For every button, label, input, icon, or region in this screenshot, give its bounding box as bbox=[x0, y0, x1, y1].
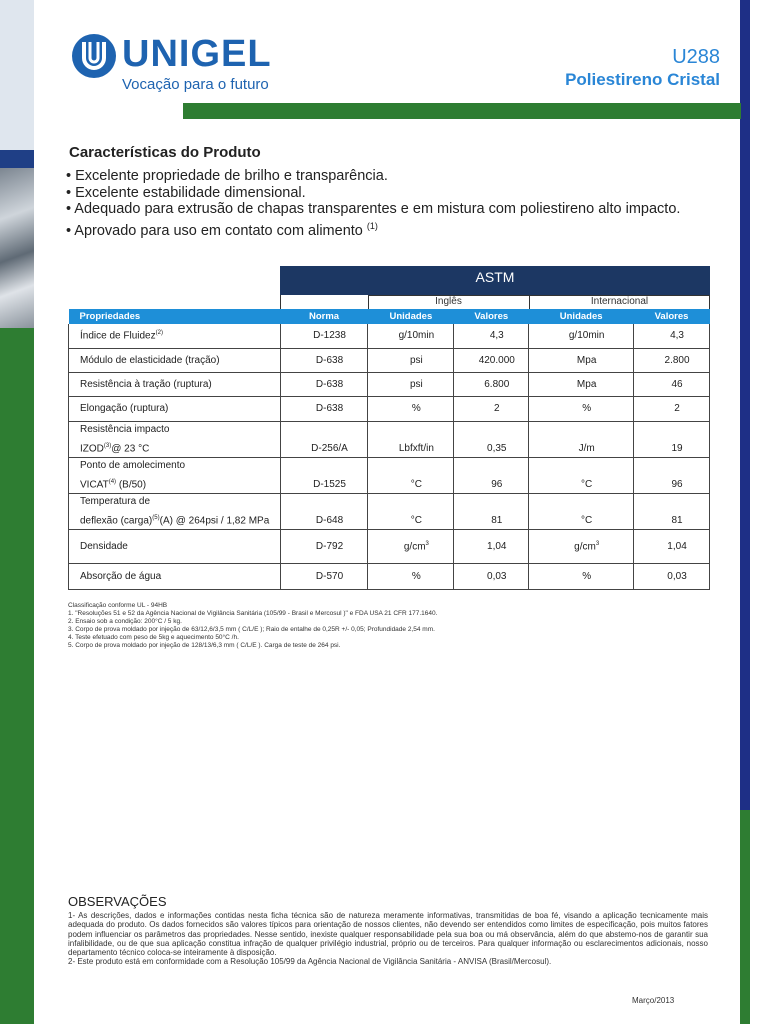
value-cell: 46 bbox=[634, 372, 710, 396]
value-cell: 1,04 bbox=[634, 530, 710, 564]
norma-cell: D-638 bbox=[280, 396, 368, 421]
col-header: Unidades bbox=[529, 309, 634, 324]
unit-cell: $g/cm^3$ bbox=[529, 530, 634, 564]
left-decorative-strip bbox=[0, 0, 34, 1024]
right-strip-green bbox=[740, 810, 750, 1024]
table-row bbox=[69, 564, 710, 590]
unigel-logo bbox=[70, 30, 280, 100]
norma-cell: D-256/A bbox=[280, 421, 368, 457]
table-row bbox=[69, 494, 710, 530]
footnote: 2. Ensaio sob a condição: 200°C / 5 kg. bbox=[68, 618, 182, 625]
unit-cell: Mpa bbox=[529, 348, 634, 372]
norma-cell: D-570 bbox=[280, 564, 368, 590]
table-header-row bbox=[69, 309, 710, 324]
value-cell: 19 bbox=[634, 421, 710, 457]
footnote: Classificação conforme UL - 94HB bbox=[68, 602, 168, 609]
footnote: 5. Corpo de prova moldado por injeção de 128/13/6,3 mm ( C/L/E ). Carga de teste de 264 psi. bbox=[68, 642, 341, 649]
norma-cell: D-792 bbox=[280, 530, 368, 564]
table-row bbox=[69, 421, 710, 457]
footnote: 1. "Resoluções 51 e 52 da Agência Nacional de Vigilância Sanitária (105/99 - Brasil e Mercosul )" e FDA USA 21 CFR 177.1640. bbox=[68, 610, 438, 617]
property-cell: Absorção de água bbox=[69, 564, 281, 590]
document-date: Março/2013 bbox=[632, 996, 675, 1005]
characteristic-item: • Excelente propriedade de brilho e transparência. bbox=[66, 168, 388, 184]
property-cell: Módulo de elasticidade (tração) bbox=[69, 348, 281, 372]
value-cell: 0,35 bbox=[454, 421, 529, 457]
left-strip-blue bbox=[0, 150, 34, 168]
col-header: Propriedades bbox=[69, 309, 281, 324]
table-footnotes bbox=[68, 602, 708, 650]
norma-cell: D-1525 bbox=[280, 457, 368, 493]
logo-wordmark: UNIGEL bbox=[122, 33, 272, 75]
footnote: 3. Corpo de prova moldado por injeção de 63/12,6/3,5 mm ( C/L/E ); Raio de entalhe de 0,25R +/- 0,05; Profundidade 2,54 mm. bbox=[68, 626, 435, 633]
unit-cell: g/10min bbox=[368, 324, 454, 348]
property-cell: Elongação (ruptura) bbox=[69, 396, 281, 421]
characteristics-list bbox=[66, 168, 680, 239]
norma-cell: D-638 bbox=[280, 348, 368, 372]
unit-cell: % bbox=[529, 564, 634, 590]
group-english: Inglês bbox=[435, 296, 462, 307]
unit-cell: g/10min bbox=[529, 324, 634, 348]
value-cell: 2.800 bbox=[634, 348, 710, 372]
header-divider-bar bbox=[183, 103, 741, 119]
unit-cell: psi bbox=[368, 372, 454, 396]
unit-cell: % bbox=[368, 564, 454, 590]
unit-cell: °C bbox=[529, 457, 634, 493]
right-margin bbox=[750, 0, 768, 1024]
value-cell: 81 bbox=[634, 494, 710, 530]
product-code: U288 bbox=[672, 46, 720, 68]
properties-table bbox=[68, 309, 710, 590]
property-cell: Densidade bbox=[69, 530, 281, 564]
property-cell: Temperatura de deflexão (carga)$^{(5)}$(A) @ 264psi / 1,82 MPa bbox=[69, 494, 281, 530]
unit-cell: $g/cm^3$ bbox=[368, 530, 454, 564]
table-row bbox=[69, 396, 710, 421]
value-cell: 81 bbox=[454, 494, 529, 530]
table-row bbox=[69, 372, 710, 396]
table-row bbox=[69, 348, 710, 372]
norma-cell: D-638 bbox=[280, 372, 368, 396]
left-strip-photo bbox=[0, 168, 34, 328]
col-header: Valores bbox=[454, 309, 529, 324]
col-header: Unidades bbox=[368, 309, 454, 324]
left-strip-light bbox=[0, 0, 34, 150]
unit-cell: Lbfxft/in bbox=[368, 421, 454, 457]
table-row bbox=[69, 324, 710, 348]
characteristic-item: • Excelente estabilidade dimensional. bbox=[66, 184, 306, 201]
product-name: Poliestireno Cristal bbox=[565, 70, 720, 89]
property-cell: Resistência à tração (ruptura) bbox=[69, 372, 281, 396]
unit-cell: °C bbox=[529, 494, 634, 530]
unit-cell: °C bbox=[368, 457, 454, 493]
table-row bbox=[69, 457, 710, 493]
unit-cell: °C bbox=[368, 494, 454, 530]
characteristics-title: Características do Produto bbox=[69, 144, 261, 161]
group-international: Internacional bbox=[590, 296, 649, 307]
astm-header: ASTM bbox=[280, 266, 710, 295]
footnote: 4. Teste efetuado com peso de 5kg e aquecimento 50°C /h. bbox=[68, 634, 239, 641]
value-cell: 96 bbox=[634, 457, 710, 493]
value-cell: 6.800 bbox=[454, 372, 529, 396]
observation-item: 1- As descrições, dados e informações contidas nesta ficha técnica são de natureza meramente informativas, transmitidas de boa fé, visando a aplicação tecnicamente mais adequada do produto. Os dados fornecidos são valores típicos para orientação de nossos clientes, não devendo ser entendidos como limites de especificação, pois muitos fatores podem influenciar os parâmetros das propriedades. Nesse sentido, inexiste qualquer responsabilidade pela sua boa ou má observância, além do que abstemo-nos de garantir sua infalibilidade, ou de que sua aplicação constitua infração de qualquer privilégio industrial, próprio ou de terceiros. Para qualquer informação ou esclarecimentos adicionais, nosso departamento técnico coloca-se inteiramente à disposição. bbox=[68, 911, 708, 958]
unit-cell: J/m bbox=[529, 421, 634, 457]
unit-cell: Mpa bbox=[529, 372, 634, 396]
right-strip-blue bbox=[740, 0, 750, 810]
value-cell: 2 bbox=[454, 396, 529, 421]
property-cell: Resistência impacto IZOD$^{(3)}$@ 23 °C bbox=[69, 421, 281, 457]
value-cell: 0,03 bbox=[454, 564, 529, 590]
observations-title: OBSERVAÇÕES bbox=[68, 894, 167, 909]
unit-cell: % bbox=[529, 396, 634, 421]
unit-cell: % bbox=[368, 396, 454, 421]
product-header bbox=[565, 46, 720, 90]
observations-text bbox=[68, 911, 708, 967]
property-cell: Ponto de amolecimento VICAT$^{(4)}$ (B/50) bbox=[69, 457, 281, 493]
norma-cell: D-1238 bbox=[280, 324, 368, 348]
value-cell: 2 bbox=[634, 396, 710, 421]
value-cell: 4,3 bbox=[634, 324, 710, 348]
characteristic-item: • Adequado para extrusão de chapas transparentes e em mistura com poliestireno alto impacto. bbox=[66, 201, 681, 217]
table-row bbox=[69, 530, 710, 564]
col-header: Norma bbox=[280, 309, 368, 324]
logo-tagline: Vocação para o futuro bbox=[122, 76, 269, 93]
property-cell: Índice de Fluidez$^{(2)}$ bbox=[69, 324, 281, 348]
col-header: Valores bbox=[634, 309, 710, 324]
value-cell: 0,03 bbox=[634, 564, 710, 590]
group-divider bbox=[280, 295, 281, 309]
left-strip-green bbox=[0, 328, 34, 1024]
norma-cell: D-648 bbox=[280, 494, 368, 530]
logo-mark-icon bbox=[70, 32, 118, 80]
value-cell: 420.000 bbox=[454, 348, 529, 372]
value-cell: 4,3 bbox=[454, 324, 529, 348]
characteristic-item: • Aprovado para uso em contato com alimento $^{(1)}$ bbox=[66, 220, 378, 239]
unit-cell: psi bbox=[368, 348, 454, 372]
observation-item: 2- Este produto está em conformidade com a Resolução 105/99 da Agência Nacional de Vigilância Sanitária - ANVISA (Brasil/Mercosul). bbox=[68, 957, 552, 967]
value-cell: 1,04 bbox=[454, 530, 529, 564]
value-cell: 96 bbox=[454, 457, 529, 493]
